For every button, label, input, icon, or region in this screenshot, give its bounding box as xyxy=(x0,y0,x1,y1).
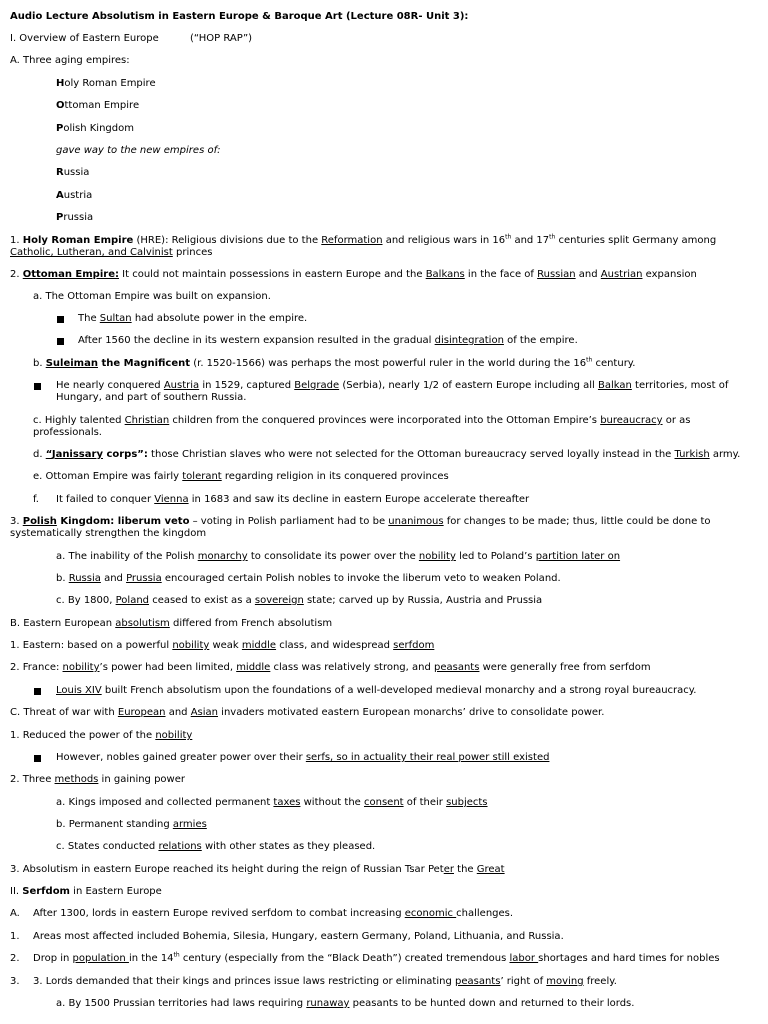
ottoman-a-bullet-1 xyxy=(78,313,768,325)
term: labor xyxy=(509,953,539,964)
superscript: th xyxy=(173,951,180,959)
hre-paragraph xyxy=(10,235,768,247)
ottoman-a-bullet-2 xyxy=(78,335,768,347)
text: century. xyxy=(592,358,636,369)
point-c-2c xyxy=(56,841,768,853)
term: nobility xyxy=(172,640,210,651)
document-title: Audio Lecture Absolutism in Eastern Europe & Baroque Art (Lecture 08R- Unit 3): xyxy=(10,11,469,22)
term: peasants xyxy=(455,976,501,987)
term: Louis XIV xyxy=(56,685,102,696)
term: Belgrade xyxy=(294,380,340,391)
text: 2. France: xyxy=(10,662,63,673)
text: c. Highly talented xyxy=(33,415,125,426)
empire-item xyxy=(56,78,768,90)
superscript: th xyxy=(586,356,593,364)
text: challenges. xyxy=(456,908,514,919)
text: in 1529, captured xyxy=(199,380,295,391)
term: methods xyxy=(54,774,99,785)
text: had absolute power in the empire. xyxy=(131,313,308,324)
point-c-2 xyxy=(10,774,768,786)
text: : liberum veto xyxy=(110,516,190,527)
item-number: 3. xyxy=(10,976,20,987)
term: Austrian xyxy=(600,269,643,280)
text: er xyxy=(443,864,454,875)
term: bureaucracy xyxy=(600,415,663,426)
text: c. States conducted xyxy=(56,841,159,852)
empire-item xyxy=(56,167,768,179)
item-number: f. xyxy=(33,494,39,505)
polish-b xyxy=(56,573,768,585)
term: sovereign xyxy=(254,595,304,606)
text: e. Ottoman Empire was fairly xyxy=(33,471,183,482)
term: middle xyxy=(241,640,277,651)
text: b. xyxy=(56,573,69,584)
term: Russia xyxy=(68,573,101,584)
term: unanimous xyxy=(388,516,444,527)
empire-initial: R xyxy=(56,167,64,178)
term: European xyxy=(117,707,166,718)
point-c-2a xyxy=(56,797,768,809)
text: or as xyxy=(662,415,691,426)
overview-heading: I. Overview of Eastern Europe xyxy=(10,33,159,44)
text: (r. 1520-1566) was perhaps the most powerful ruler in the world during the 16 xyxy=(190,358,587,369)
text: shortages and hard times for nobles xyxy=(538,953,720,964)
text: peasants to be hunted down and returned to their lords. xyxy=(349,998,635,1009)
text: and xyxy=(165,707,191,718)
ottoman-c xyxy=(33,415,768,427)
empire-name: olish Kingdom xyxy=(63,123,134,134)
ottoman-paragraph xyxy=(10,269,768,281)
item-number: 2. xyxy=(10,269,23,280)
text: 2. Three xyxy=(10,774,55,785)
empire-name: ustria xyxy=(63,190,93,201)
ottoman-b-bullet xyxy=(56,380,768,392)
text: led to Poland’s xyxy=(455,551,536,562)
text: with other states as they pleased. xyxy=(201,841,376,852)
term: partition later on xyxy=(535,551,621,562)
text: corps”: xyxy=(102,449,148,460)
empire-item xyxy=(56,212,768,224)
term: Austria xyxy=(163,380,200,391)
term: runaway xyxy=(306,998,350,1009)
empire-initial: P xyxy=(56,123,64,134)
empire-initial: P xyxy=(56,212,64,223)
ottoman-f xyxy=(33,494,768,506)
text: After 1300, lords in eastern Europe revived serfdom to combat increasing xyxy=(33,908,405,919)
hop-rap-tag: (“HOP RAP”) xyxy=(190,33,253,44)
text: and religious wars in 16 xyxy=(382,235,506,246)
text: The xyxy=(78,313,100,324)
polish-c xyxy=(56,595,768,607)
item-number: 1. xyxy=(10,931,20,942)
text: After 1560 the decline in its western expansion resulted in the gradual xyxy=(78,335,435,346)
item-number: A. xyxy=(10,908,20,919)
term: Balkans xyxy=(425,269,465,280)
text: in Eastern Europe xyxy=(69,886,162,897)
text: the Magnificent xyxy=(97,358,191,369)
text: in 1683 and saw its decline in eastern Europe accelerate thereafter xyxy=(188,494,530,505)
term: Christian xyxy=(124,415,170,426)
term: middle xyxy=(236,662,271,673)
term: nobility xyxy=(155,730,193,741)
text: regarding religion in its conquered provinces xyxy=(221,471,449,482)
empire-item xyxy=(56,123,768,135)
text: and xyxy=(100,573,127,584)
item-number: 2. xyxy=(10,953,20,964)
point-a-aging-empires: A. Three aging empires: xyxy=(10,55,130,66)
polish-paragraph xyxy=(10,516,768,528)
text: centuries split Germany among xyxy=(555,235,717,246)
text: ceased to exist as a xyxy=(149,595,255,606)
empire-initial: O xyxy=(56,100,65,111)
point-b-1 xyxy=(10,640,768,652)
point-c xyxy=(10,707,768,719)
term: Catholic, Lutheran, and Calvinist xyxy=(10,247,173,258)
empire-item xyxy=(56,100,768,112)
ottoman-e xyxy=(33,471,768,483)
text: 1. Reduced the power of the xyxy=(10,730,156,741)
section-heading-overview xyxy=(10,33,768,45)
empire-name: oly Roman Empire xyxy=(64,78,156,89)
term: Janissary xyxy=(51,449,103,460)
bullet-square-icon xyxy=(34,383,41,390)
hre-paragraph-line2 xyxy=(10,247,768,259)
text: Drop in xyxy=(33,953,73,964)
ottoman-a: a. The Ottoman Empire was built on expansion. xyxy=(33,291,271,302)
serfdom-2 xyxy=(10,953,768,965)
ottoman-name: Ottoman Empire: xyxy=(22,269,119,280)
empire-initial: H xyxy=(56,78,65,89)
hre-name: Holy Roman Empire xyxy=(22,235,134,246)
text: “ xyxy=(45,449,52,460)
ottoman-c-line2: professionals. xyxy=(33,427,102,438)
serfdom-3a xyxy=(56,998,768,1010)
text: (Serbia), nearly 1/2 of eastern Europe including all xyxy=(339,380,598,391)
text: the xyxy=(453,864,477,875)
text: (HRE): Religious divisions due to the xyxy=(133,235,322,246)
text: However, nobles gained greater power over their xyxy=(56,752,306,763)
term: Asian xyxy=(190,707,218,718)
text: Kingdom xyxy=(56,516,111,527)
text: those Christian slaves who were not selected for the Ottoman bureaucracy served loyally instead in the xyxy=(147,449,675,460)
point-c-1 xyxy=(10,730,768,742)
term: Poland xyxy=(115,595,150,606)
term: Reformation xyxy=(321,235,383,246)
bullet-square-icon xyxy=(34,755,41,762)
text: It failed to conquer xyxy=(56,494,155,505)
bullet-square-icon xyxy=(57,316,64,323)
point-b-2 xyxy=(10,662,768,674)
text: expansion xyxy=(642,269,697,280)
serfdom-1 xyxy=(10,931,768,943)
text: 1. Eastern: based on a powerful xyxy=(10,640,173,651)
point-b xyxy=(10,618,768,630)
term: Turkish xyxy=(674,449,710,460)
text: d. xyxy=(33,449,46,460)
text: and xyxy=(575,269,601,280)
empire-name: ussia xyxy=(63,167,90,178)
text: in the face of xyxy=(464,269,538,280)
term: Prussia xyxy=(126,573,162,584)
serfdom-3 xyxy=(10,976,768,988)
item-number: 3. xyxy=(10,516,23,527)
empire-initial: A xyxy=(56,190,64,201)
text: class, and widespread xyxy=(276,640,394,651)
term: Balkan xyxy=(597,380,632,391)
text: in the 14 xyxy=(128,953,174,964)
term: peasants xyxy=(434,662,480,673)
term: Russian xyxy=(537,269,576,280)
ottoman-b-bullet-line2: Hungary, and part of southern Russia. xyxy=(56,392,247,403)
term: armies xyxy=(172,819,207,830)
section-heading-serfdom xyxy=(10,886,768,898)
term: taxes xyxy=(273,797,301,808)
item-number: 1. xyxy=(10,235,23,246)
term: population xyxy=(72,953,129,964)
bullet-square-icon xyxy=(34,688,41,695)
serfdom-a xyxy=(10,908,768,920)
text: b. xyxy=(33,358,46,369)
text: encouraged certain Polish nobles to invoke the liberum veto to weaken Poland. xyxy=(161,573,561,584)
text: freely. xyxy=(583,976,617,987)
text: b. Permanent standing xyxy=(56,819,173,830)
term: serfdom xyxy=(393,640,435,651)
text: B. Eastern European xyxy=(10,618,116,629)
term: serfs, so in actuality their real power still existed xyxy=(305,752,550,763)
text: weak xyxy=(209,640,242,651)
text: a. By 1500 Prussian territories had laws requiring xyxy=(56,998,307,1009)
empire-name: ttoman Empire xyxy=(64,100,140,111)
term: subjects xyxy=(446,797,488,808)
term: Sultan xyxy=(99,313,132,324)
empire-name: russia xyxy=(63,212,94,223)
text: Areas most affected included Bohemia, Silesia, Hungary, eastern Germany, Poland, Lithuania, and Russia. xyxy=(33,931,564,942)
text: – voting in Polish parliament had to be xyxy=(189,516,389,527)
text: of the empire. xyxy=(503,335,578,346)
text: of their xyxy=(403,797,447,808)
text: It could not maintain possessions in eastern Europe and the xyxy=(118,269,426,280)
term: Vienna xyxy=(154,494,189,505)
text: a. The inability of the Polish xyxy=(56,551,198,562)
text: II. xyxy=(10,886,23,897)
term: tolerant xyxy=(182,471,222,482)
term: absolutism xyxy=(115,618,170,629)
text: and 17 xyxy=(511,235,550,246)
term: Polish xyxy=(22,516,57,527)
text: ’ right of xyxy=(500,976,547,987)
ottoman-d xyxy=(33,449,768,461)
polish-a xyxy=(56,551,768,563)
superscript: th xyxy=(505,233,512,241)
text: were generally free from serfdom xyxy=(479,662,651,673)
gave-way-note: gave way to the new empires of: xyxy=(56,145,221,156)
polish-paragraph-line2: systematically strengthen the kingdom xyxy=(10,528,207,539)
text: century (especially from the “Black Death”) created tremendous xyxy=(179,953,510,964)
text: C. Threat of war with xyxy=(10,707,118,718)
text: children from the conquered provinces were incorporated into the Ottoman Empire’s xyxy=(169,415,601,426)
text: He nearly conquered xyxy=(56,380,164,391)
text: 3. Lords demanded that their kings and princes issue laws restricting or eliminating xyxy=(33,976,455,987)
bullet-square-icon xyxy=(57,338,64,345)
text: to consolidate its power over the xyxy=(247,551,419,562)
term: nobility xyxy=(62,662,100,673)
text: territories, most of xyxy=(631,380,729,391)
text: differed from French absolutism xyxy=(169,618,333,629)
text: c. By 1800, xyxy=(56,595,116,606)
text: in gaining power xyxy=(98,774,185,785)
term: Great xyxy=(476,864,505,875)
point-c-2b xyxy=(56,819,768,831)
text: princes xyxy=(172,247,213,258)
text: state; carved up by Russia, Austria and Prussia xyxy=(303,595,543,606)
text: army. xyxy=(709,449,741,460)
text: without the xyxy=(300,797,364,808)
text: invaders motivated eastern European monarchs’ drive to consolidate power. xyxy=(217,707,605,718)
ottoman-b xyxy=(33,358,768,370)
text: for changes to be made; thus, little could be done to xyxy=(443,516,711,527)
term: Suleiman xyxy=(45,358,98,369)
term: relations xyxy=(158,841,202,852)
superscript: th xyxy=(549,233,556,241)
text: class was relatively strong, and xyxy=(270,662,434,673)
term: consent xyxy=(364,797,404,808)
empire-item xyxy=(56,190,768,202)
point-c-bullet xyxy=(56,752,768,764)
term: economic xyxy=(404,908,457,919)
point-c-3 xyxy=(10,864,768,876)
term: disintegration xyxy=(434,335,504,346)
text: a. Kings imposed and collected permanent xyxy=(56,797,274,808)
term: moving xyxy=(546,976,584,987)
point-b-bullet xyxy=(56,685,768,697)
term: Serfdom xyxy=(22,886,70,897)
term: nobility xyxy=(418,551,456,562)
text: 3. Absolutism in eastern Europe reached its height during the reign of Russian Tsar Pet xyxy=(10,864,444,875)
text: ’s power had been limited, xyxy=(99,662,237,673)
text: built French absolutism upon the foundations of a well-developed medieval monarchy and a strong royal bureaucracy. xyxy=(101,685,697,696)
term: monarchy xyxy=(197,551,248,562)
